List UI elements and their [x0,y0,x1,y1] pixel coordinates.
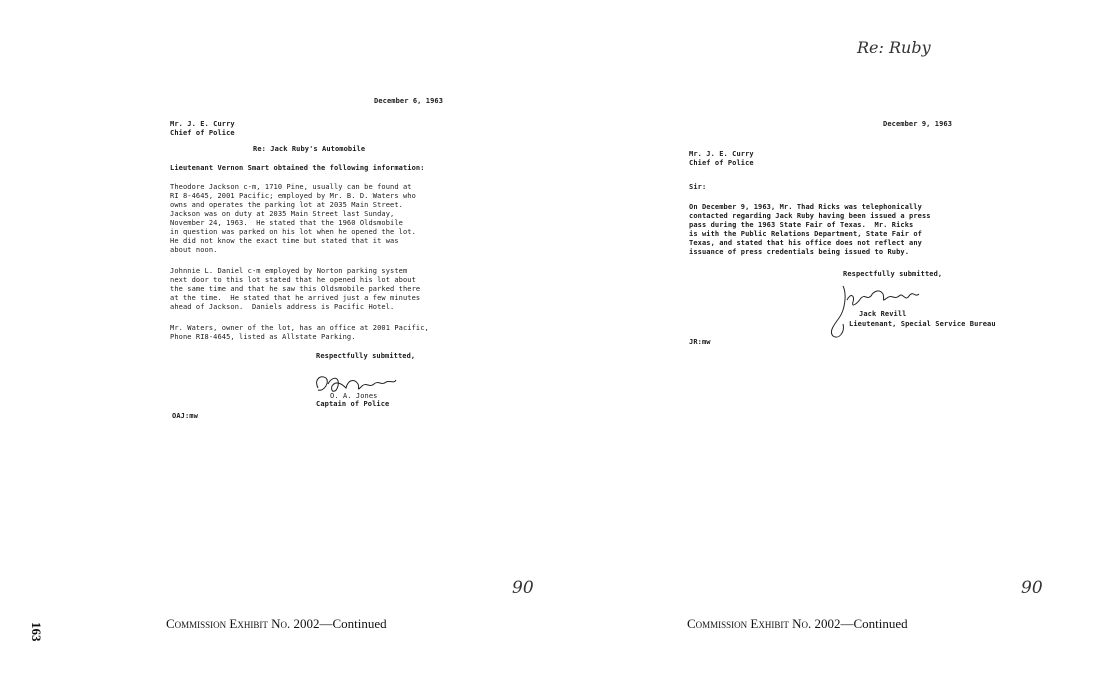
left-caption-suffix: —Continued [319,616,387,631]
line: ahead of Jackson. Daniels address is Pacific Hotel. [170,303,395,311]
line: RI 8-4645, 2001 Pacific; employed by Mr. B. D. Waters who [170,192,416,200]
left-paragraph-1 [170,183,416,255]
line: Texas, and stated that his office does not reflect any [689,239,922,247]
right-page [547,0,1094,691]
left-date: December 6, 1963 [374,97,444,105]
line: pass during the 1963 State Fair of Texas. Mr. Ricks [689,221,914,229]
left-caption [166,616,387,632]
right-closing: Respectfully submitted, [843,270,943,278]
line: He did not know the exact time but stated that it was [170,237,399,245]
line: November 24, 1963. He stated that the 1960 Oldsmobile [170,219,403,227]
left-subject: Re: Jack Ruby's Automobile [253,145,366,153]
right-date: December 9, 1963 [883,120,953,128]
line: in question was parked on his lot when he opened the lot. [170,228,416,236]
right-caption-suffix: —Continued [840,616,908,631]
right-signer-name: Jack Revill [859,310,907,318]
line: Jackson was on duty at 2035 Main Street last Sunday, [170,210,395,218]
left-addressee-name: Mr. J. E. Curry [170,120,235,128]
right-addressee-name: Mr. J. E. Curry [689,150,754,158]
left-initials: OAJ:mw [172,412,198,420]
left-closing: Respectfully submitted, [316,352,416,360]
right-salutation: Sir: [689,183,707,191]
right-caption [687,616,908,632]
line: issuance of press credentials being issued to Ruby. [689,248,910,256]
left-signer-title: Captain of Police [316,400,390,408]
left-paragraph-2 [170,267,420,312]
right-signer-title: Lieutenant, Special Service Bureau [849,320,996,328]
right-handwritten-page-number: 90 [1021,578,1043,598]
right-addressee-title: Chief of Police [689,159,754,167]
line: contacted regarding Jack Ruby having been issued a press [689,212,931,220]
line: next door to this lot stated that he opened his lot about [170,276,416,284]
right-body [689,203,931,257]
right-initials: JR:mw [689,338,711,346]
left-signer-name: O. A. Jones [330,392,378,400]
line: On December 9, 1963, Mr. Thad Ricks was telephonically [689,203,922,211]
right-handwritten-note: Re: Ruby [857,38,931,57]
line: Mr. Waters, owner of the lot, has an office at 2001 Pacific, [170,324,429,332]
line: owns and operates the parking lot at 2035 Main Street. [170,201,403,209]
page-number: 163 [29,622,44,642]
line: is with the Public Relations Department, State Fair of [689,230,922,238]
left-intro: Lieutenant Vernon Smart obtained the following information: [170,164,425,172]
left-addressee-title: Chief of Police [170,129,235,137]
right-caption-prefix: Commission Exhibit No. 2002 [687,616,841,631]
line: Phone RI8-4645, listed as Allstate Parking. [170,333,356,341]
line: about noon. [170,246,218,254]
line: Theodore Jackson c-m, 1710 Pine, usually can be found at [170,183,412,191]
left-paragraph-3 [170,324,429,342]
line: at the time. He stated that he arrived just a few minutes [170,294,421,302]
line: Johnnie L. Daniel c-m employed by Norton parking system [170,267,408,275]
line: the same time and that he saw this Oldsmobile parked there [170,285,421,293]
left-handwritten-page-number: 90 [512,578,534,598]
left-caption-prefix: Commission Exhibit No. 2002 [166,616,320,631]
